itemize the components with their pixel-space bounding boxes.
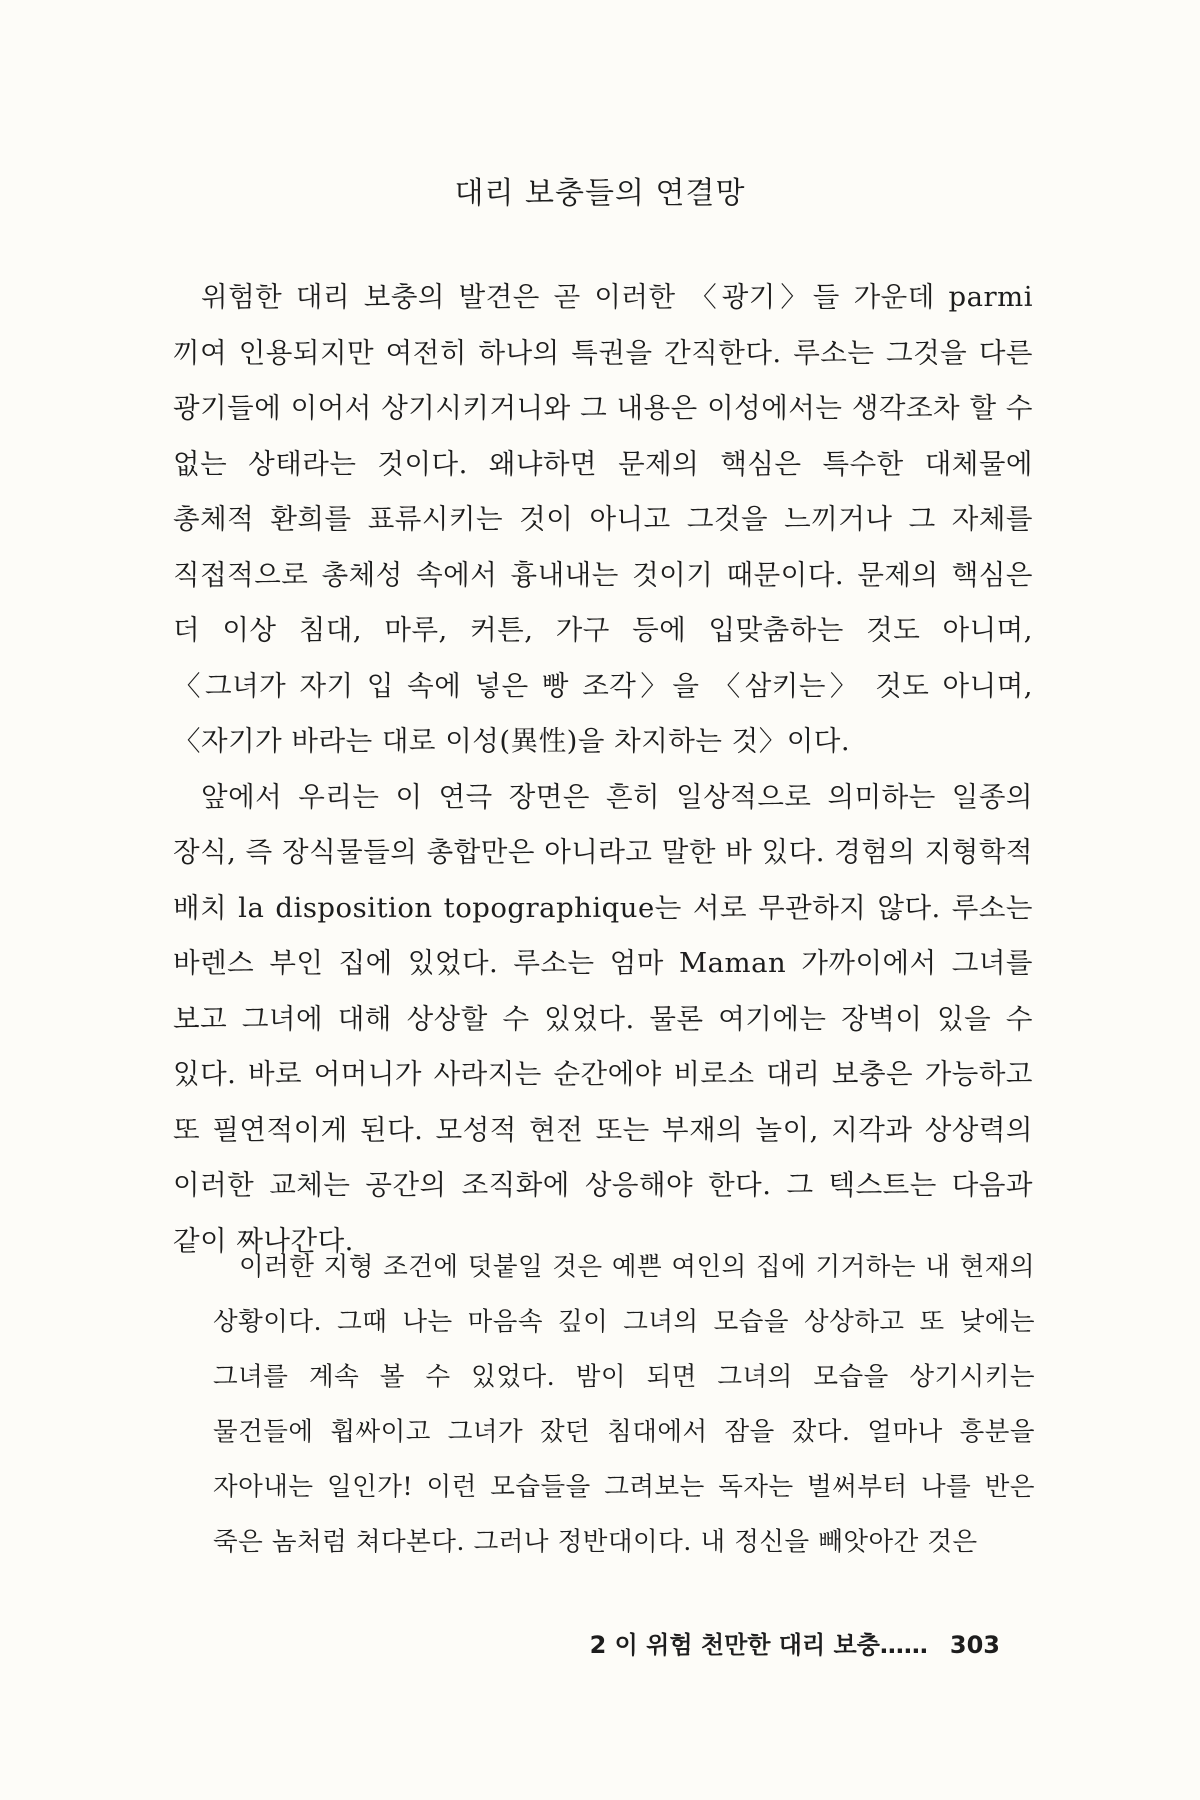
body-text	[173, 270, 1033, 1269]
paragraph-2: 앞에서 우리는 이 연극 장면은 흔히 일상적으로 의미하는 일종의 장식, 즉 장식물들의 총합만은 아니라고 말한 바 있다. 경험의 지형학적 배치 la disposition topographique는 서로 무관하지 않다. 루소는 바렌스 부인 집에 있었다. 루소는 엄마 Maman 가까이에서 그녀를 보고 그녀에 대해 상상할 수 있었다. 물론 여기에는 장벽이 있을 수 있다. 바로 어머니가 사라지는 순간에야 비로소 대리 보충은 가능하고 또 필연적이게 된다. 모성적 현전 또는 부재의 놀이, 지각과 상상력의 이러한 교체는 공간의 조직화에 상응해야 한다. 그 텍스트는 다음과 같이 짜나간다.	[173, 780, 1033, 1257]
block-quote-text: 이러한 지형 조건에 덧붙일 것은 예쁜 여인의 집에 기거하는 내 현재의 상황이다. 그때 나는 마음속 깊이 그녀의 모습을 상상하고 또 낮에는 그녀를 계속 볼 수 있었다. 밤이 되면 그녀의 모습을 상기시키는 물건들에 휩싸이고 그녀가 잤던 침대에서 잠을 잤다. 얼마나 흥분을 자아내는 일인가! 이런 모습들을 그려보는 독자는 벌써부터 나를 반은 죽은 놈처럼 쳐다본다. 그러나 정반대이다. 내 정신을 빼앗아간 것은	[213, 1252, 1035, 1557]
paragraph-1: 위험한 대리 보충의 발견은 곧 이러한 〈광기〉들 가운데 parmi 끼여 인용되지만 여전히 하나의 특권을 간직한다. 루소는 그것을 다른 광기들에 이어서 상기시키거니와 그 내용은 이성에서는 생각조차 할 수 없는 상태라는 것이다. 왜냐하면 문제의 핵심은 특수한 대체물에 총체적 환희를 표류시키는 것이 아니고 그것을 느끼거나 그 자체를 직접적으로 총체성 속에서 흉내내는 것이기 때문이다. 문제의 핵심은 더 이상 침대, 마루, 커튼, 가구 등에 입맞춤하는 것도 아니며, 〈그녀가 자기 입 속에 넣은 빵 조각〉을 〈삼키는〉 것도 아니며, 〈자기가 바라는 대로 이성(異性)을 차지하는 것〉이다.	[173, 281, 1033, 757]
page-number: 303	[949, 1631, 1000, 1659]
section-title: 대리 보충들의 연결망	[454, 176, 746, 211]
running-footer	[590, 1625, 1000, 1660]
block-quote	[213, 1240, 1035, 1570]
running-title: 2 이 위험 천만한 대리 보충……	[589, 1631, 928, 1659]
